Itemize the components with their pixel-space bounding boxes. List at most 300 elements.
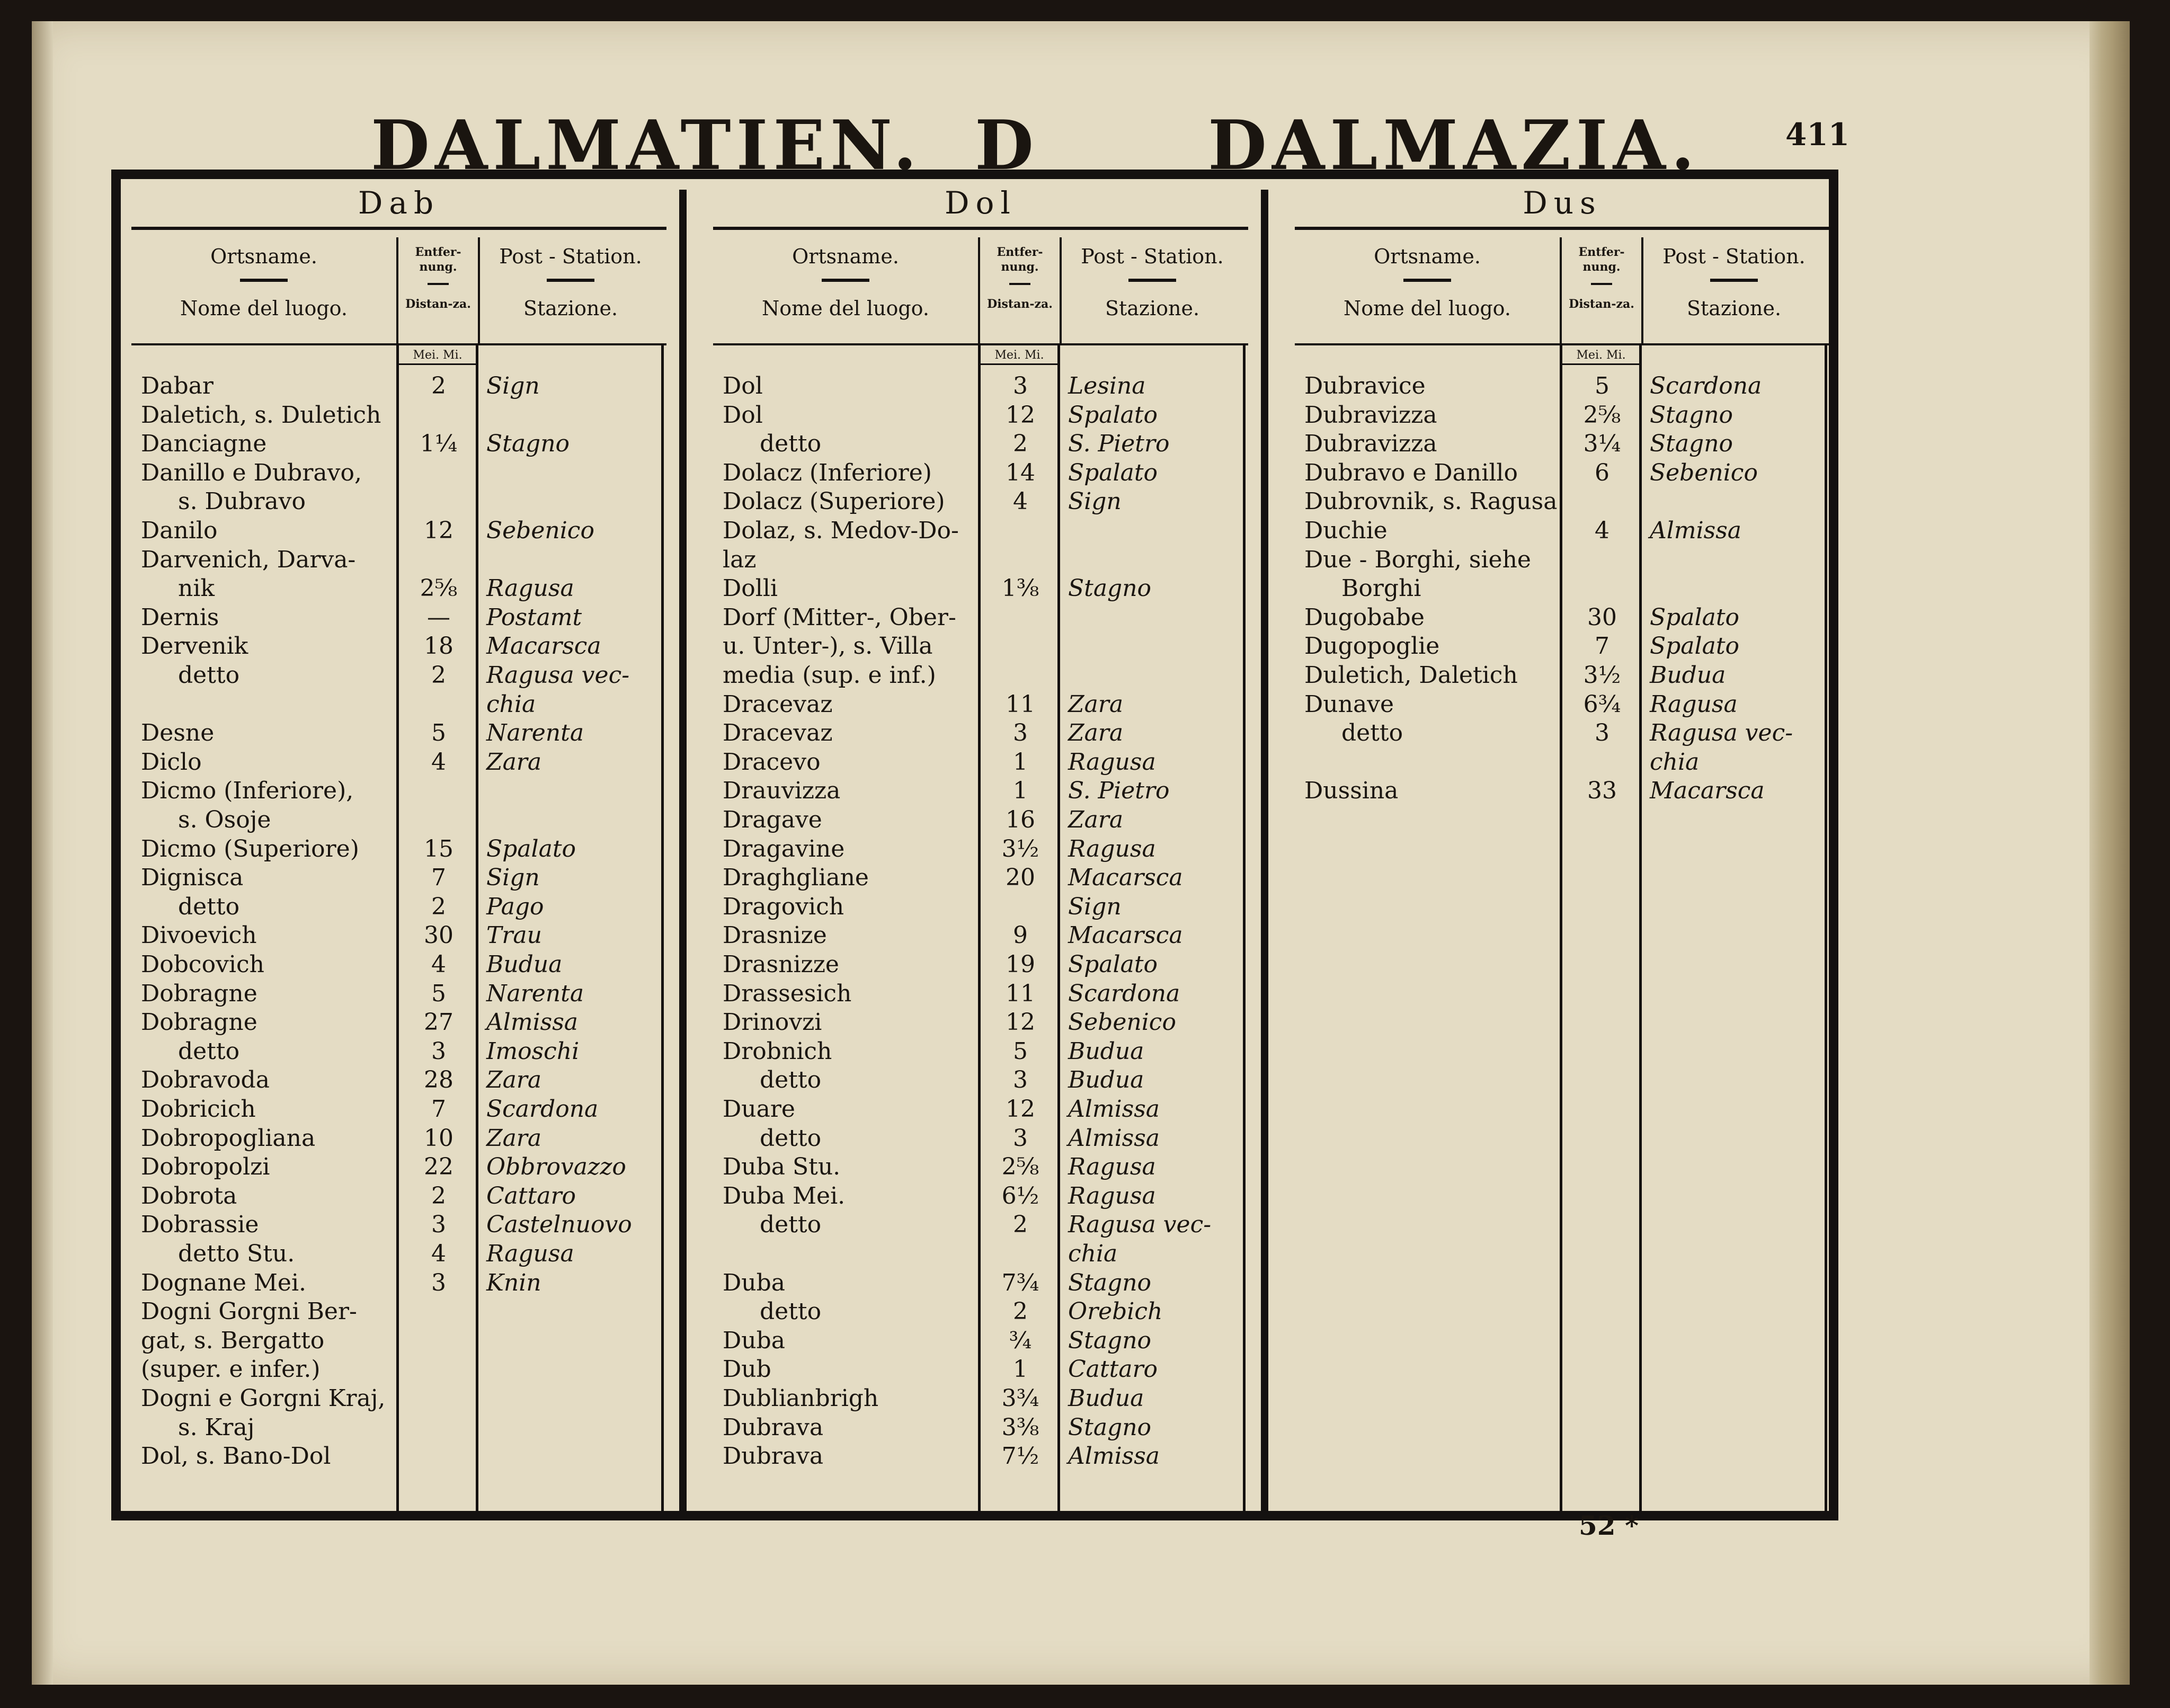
post-station: Narenta	[486, 980, 584, 1007]
distance: 3⅜	[1001, 1413, 1039, 1441]
header-rule	[1710, 279, 1758, 282]
gazetteer-table	[111, 170, 1838, 1520]
place-name: Dorf (Mitter-, Ober-	[723, 603, 956, 631]
header-post-station-de: Post - Station.	[1662, 245, 1806, 268]
post-station: Budua	[1650, 662, 1726, 689]
post-station: Spalato	[1068, 459, 1158, 486]
distance: 10	[424, 1124, 453, 1152]
column-dab	[131, 179, 666, 1511]
post-station: Cattaro	[1068, 1356, 1158, 1383]
place-name: Dicmo (Inferiore),	[141, 777, 354, 805]
post-station: Macarsca	[486, 633, 601, 660]
header-place-name-it: Nome del luogo.	[180, 297, 348, 320]
header-post-station	[1060, 237, 1245, 343]
post-station: Almissa	[486, 1009, 579, 1036]
table-row	[1295, 517, 1830, 545]
post-station: Ragusa vec-	[1650, 719, 1793, 747]
table-row	[713, 1269, 1248, 1297]
post-station: Budua	[1068, 1385, 1144, 1412]
post-station: S. Pietro	[1068, 777, 1170, 805]
place-name: (super. e infer.)	[141, 1356, 321, 1383]
place-name: Dobropogliana	[141, 1124, 316, 1152]
place-name: Drobnich	[723, 1037, 832, 1065]
units-label: Mei. Mi.	[398, 348, 477, 365]
place-name: detto	[1341, 719, 1403, 747]
table-row	[713, 1095, 1248, 1124]
header-distance-it: Distan-za.	[1569, 297, 1634, 311]
table-row	[131, 1153, 666, 1181]
table-row	[713, 372, 1248, 401]
table-row	[1295, 459, 1830, 487]
distance: 2⅝	[1001, 1153, 1039, 1181]
units-label: Mei. Mi.	[1561, 348, 1641, 365]
distance: 12	[1006, 401, 1035, 429]
table-row	[713, 517, 1248, 545]
distance: 3½	[1001, 835, 1039, 862]
distance: 2	[431, 1182, 446, 1209]
place-name: detto	[760, 1124, 822, 1152]
header-rule	[1403, 279, 1451, 282]
distance: 15	[424, 835, 453, 862]
header-post-station-it: Stazione.	[1105, 297, 1200, 320]
place-name: Duletich, Daletich	[1304, 662, 1518, 689]
table-row	[131, 1095, 666, 1124]
table-row	[713, 459, 1248, 487]
header-rule	[428, 283, 449, 285]
header-rule	[240, 279, 288, 282]
post-station: Almissa	[1068, 1096, 1160, 1123]
table-row	[131, 430, 666, 458]
header-place-name-de: Ortsname.	[792, 245, 899, 268]
table-row	[713, 603, 1248, 632]
table-row	[713, 1442, 1248, 1471]
distance: 14	[1006, 459, 1035, 486]
distance: 3¼	[1583, 430, 1621, 458]
post-station: Ragusa	[1068, 748, 1156, 776]
post-station: Pago	[486, 893, 544, 920]
distance: 2⅝	[1583, 401, 1621, 429]
header-rule	[1128, 279, 1176, 282]
distance: 11	[1006, 980, 1035, 1007]
post-station: Stagno	[486, 430, 570, 458]
place-name: Duba	[723, 1269, 786, 1296]
place-name: Dubravizza	[1304, 430, 1437, 458]
post-station: Stagno	[1068, 1327, 1152, 1354]
place-name: Drassesich	[723, 980, 852, 1007]
header-distance	[978, 237, 1062, 343]
place-name: Dicmo (Superiore)	[141, 835, 359, 862]
table-row	[131, 1211, 666, 1239]
post-station: Stagno	[1068, 1269, 1152, 1296]
table-row	[713, 690, 1248, 719]
table-row	[713, 1384, 1248, 1413]
post-station: Lesina	[1068, 372, 1146, 399]
header-rule	[822, 279, 869, 282]
post-station: Zara	[486, 1066, 542, 1094]
place-name: s. Osoje	[178, 806, 271, 833]
column-title: Dus	[1295, 179, 1830, 230]
place-name: Dubravice	[1304, 372, 1426, 399]
place-name: Divoevich	[141, 922, 257, 949]
title-german: DALMATIEN.	[371, 106, 922, 185]
place-name: Dol	[723, 401, 763, 429]
distance: 3	[1013, 1124, 1028, 1152]
post-station: Ragusa	[486, 1240, 574, 1267]
table-row	[131, 777, 666, 805]
table-row	[1295, 574, 1830, 603]
post-station: Castelnuovo	[486, 1211, 632, 1239]
post-station: Stagno	[1650, 401, 1733, 429]
table-row	[131, 1413, 666, 1442]
place-name: Drauvizza	[723, 777, 841, 805]
distance: 11	[1006, 690, 1035, 718]
table-row	[131, 1355, 666, 1384]
post-station: Postamt	[486, 603, 582, 631]
table-row	[713, 1008, 1248, 1037]
place-name: Danilo	[141, 517, 218, 544]
place-name: nik	[178, 575, 215, 602]
table-row	[1295, 719, 1830, 748]
distance: 6½	[1001, 1182, 1039, 1209]
post-station: Ragusa	[1068, 835, 1156, 862]
place-name: Daletich, s. Duletich	[141, 401, 381, 429]
distance: 2⅝	[420, 575, 458, 602]
distance: 7½	[1001, 1443, 1039, 1470]
table-row	[1295, 632, 1830, 661]
place-name: Draghgliane	[723, 864, 869, 892]
place-name: Dognane Mei.	[141, 1269, 307, 1296]
post-station: Imoschi	[486, 1037, 580, 1065]
distance: 1	[1013, 1356, 1028, 1383]
place-name: Dubravo e Danillo	[1304, 459, 1518, 486]
column-title: Dab	[131, 179, 666, 230]
table-row	[1295, 487, 1830, 516]
distance: 12	[1006, 1009, 1035, 1036]
table-row	[131, 1182, 666, 1211]
place-name: Dobrassie	[141, 1211, 259, 1239]
distance: 3	[431, 1037, 446, 1065]
post-station: Spalato	[486, 835, 576, 862]
place-name: u. Unter-), s. Villa	[723, 633, 933, 660]
printer-signature: 52 *	[1579, 1510, 1639, 1541]
table-row	[713, 777, 1248, 805]
table-row	[713, 719, 1248, 748]
distance: 30	[1587, 603, 1617, 631]
distance: ¾	[1009, 1327, 1032, 1354]
table-row	[713, 806, 1248, 834]
header-distance-it: Distan-za.	[987, 297, 1053, 311]
table-row	[1295, 661, 1830, 690]
post-station: Macarsca	[1650, 777, 1765, 805]
header-rule	[1009, 283, 1030, 285]
place-name: Dragavine	[723, 835, 845, 862]
distance: 22	[424, 1153, 453, 1181]
distance: 7¾	[1001, 1269, 1039, 1296]
table-row	[713, 950, 1248, 979]
post-station: Sign	[1068, 488, 1122, 515]
place-name: Dobropolzi	[141, 1153, 270, 1181]
table-row	[1295, 430, 1830, 458]
place-name: detto	[178, 1037, 240, 1065]
table-row	[1295, 748, 1830, 777]
place-name: Dugopoglie	[1304, 633, 1440, 660]
page-edge	[2089, 21, 2130, 1685]
table-row	[131, 1066, 666, 1095]
place-name: Dubrovnik, s. Ragusa	[1304, 488, 1558, 515]
column-header	[713, 237, 1248, 345]
column-body	[131, 345, 666, 1511]
column-header	[131, 237, 666, 345]
distance: 30	[424, 922, 453, 949]
post-station: Obbrovazzo	[486, 1153, 626, 1181]
place-name: Dolli	[723, 575, 778, 602]
post-station: Scardona	[1068, 980, 1180, 1007]
place-name: detto	[760, 430, 822, 458]
distance: 4	[431, 748, 446, 776]
table-row	[131, 459, 666, 487]
table-row	[131, 1327, 666, 1355]
distance: 3	[1013, 719, 1028, 747]
distance: 5	[431, 719, 446, 747]
table-row	[713, 574, 1248, 603]
header-post-station-de: Post - Station.	[1081, 245, 1224, 268]
header-place-name	[131, 237, 396, 343]
post-station: Zara	[1068, 690, 1124, 718]
post-station: Sign	[486, 864, 540, 892]
post-station: Budua	[1068, 1066, 1144, 1094]
table-row	[131, 632, 666, 661]
place-name: detto	[760, 1211, 822, 1239]
table-row	[1295, 690, 1830, 719]
page-number: 411	[1785, 117, 1850, 153]
place-name: Drasnize	[723, 922, 827, 949]
distance: 2	[431, 662, 446, 689]
table-row	[713, 1037, 1248, 1066]
table-row	[131, 980, 666, 1008]
post-station: Ragusa vec-	[1068, 1211, 1212, 1239]
table-row	[131, 950, 666, 979]
table-row	[131, 1008, 666, 1037]
table-row	[713, 1240, 1248, 1268]
distance: 5	[1013, 1037, 1028, 1065]
distance: 16	[1006, 806, 1035, 833]
place-name: Dignisca	[141, 864, 244, 892]
place-name: Duare	[723, 1096, 795, 1123]
table-row	[713, 1211, 1248, 1239]
post-station: Zara	[1068, 806, 1124, 833]
page-gutter	[32, 21, 53, 1685]
table-row	[131, 1297, 666, 1326]
distance: 2	[1013, 1211, 1028, 1239]
post-station: Scardona	[1650, 372, 1762, 399]
place-name: Drasnizze	[723, 951, 839, 978]
place-name: Diclo	[141, 748, 202, 776]
table-row	[131, 487, 666, 516]
table-row	[713, 1124, 1248, 1153]
table-row	[1295, 777, 1830, 805]
post-station: Ragusa	[1068, 1153, 1156, 1181]
table-row	[713, 546, 1248, 574]
post-station: Macarsca	[1068, 922, 1183, 949]
table-row	[131, 806, 666, 834]
table-row	[131, 864, 666, 892]
header-post-station-it: Stazione.	[523, 297, 618, 320]
table-row	[131, 574, 666, 603]
place-name: gat, s. Bergatto	[141, 1327, 325, 1354]
place-name: laz	[723, 546, 757, 573]
distance: 18	[424, 633, 453, 660]
table-row	[131, 401, 666, 430]
post-station: Spalato	[1650, 603, 1740, 631]
header-distance-de: Entfer-nung.	[1578, 245, 1625, 274]
table-row	[131, 921, 666, 950]
place-name: Dubravizza	[1304, 401, 1437, 429]
post-station: Trau	[486, 922, 542, 949]
table-row	[713, 632, 1248, 661]
distance: 4	[431, 951, 446, 978]
distance: 7	[431, 1096, 446, 1123]
post-station: Sign	[486, 372, 540, 399]
place-name: Dubrava	[723, 1413, 824, 1441]
place-name: Duba Mei.	[723, 1182, 846, 1209]
table-row	[131, 517, 666, 545]
table-row	[713, 864, 1248, 892]
table-row	[713, 1355, 1248, 1384]
table-row	[713, 1066, 1248, 1095]
place-name: Dunave	[1304, 690, 1394, 718]
place-name: Dragovich	[723, 893, 844, 920]
distance: 3	[1595, 719, 1609, 747]
header-rule	[1591, 283, 1612, 285]
place-name: detto Stu.	[178, 1240, 295, 1267]
distance: 6	[1595, 459, 1609, 486]
distance: 6¾	[1583, 690, 1621, 718]
place-name: Dervenik	[141, 633, 248, 660]
place-name: Darvenich, Darva-	[141, 546, 356, 573]
table-row	[131, 1037, 666, 1066]
table-row	[713, 980, 1248, 1008]
post-station: Stagno	[1068, 1413, 1152, 1441]
place-name: Danillo e Dubravo,	[141, 459, 362, 486]
column-title: Dol	[713, 179, 1248, 230]
section-divider	[679, 190, 687, 1511]
table-row	[1295, 546, 1830, 574]
table-row	[131, 661, 666, 690]
header-post-station-de: Post - Station.	[499, 245, 642, 268]
header-place-name-de: Ortsname.	[210, 245, 317, 268]
place-name: Dogni e Gorgni Kraj,	[141, 1385, 386, 1412]
table-row	[131, 1269, 666, 1297]
place-name: Duba Stu.	[723, 1153, 841, 1181]
header-distance-de: Entfer-nung.	[415, 245, 461, 274]
place-name: Dolaz, s. Medov-Do-	[723, 517, 959, 544]
distance: 3	[1013, 1066, 1028, 1094]
header-place-name-it: Nome del luogo.	[1344, 297, 1511, 320]
place-name: detto	[178, 662, 240, 689]
distance: 9	[1013, 922, 1028, 949]
place-name: Dobragne	[141, 980, 257, 1007]
book-page	[32, 21, 2130, 1685]
post-station: Sebenico	[1650, 459, 1758, 486]
table-row	[131, 1384, 666, 1413]
place-name: Dobcovich	[141, 951, 264, 978]
post-station: Ragusa	[1068, 1182, 1156, 1209]
column-header	[1295, 237, 1830, 345]
post-station: Stagno	[1650, 430, 1733, 458]
place-name: Dracevo	[723, 748, 821, 776]
header-distance-it: Distan-za.	[405, 297, 471, 311]
distance: —	[427, 603, 450, 631]
post-station: Spalato	[1068, 401, 1158, 429]
place-name: s. Kraj	[178, 1413, 255, 1441]
distance: 4	[1013, 488, 1028, 515]
distance: 12	[1006, 1096, 1035, 1123]
header-place-name-it: Nome del luogo.	[762, 297, 929, 320]
place-name: Dolacz (Inferiore)	[723, 459, 932, 486]
post-station: Spalato	[1650, 633, 1740, 660]
place-name: Dol	[723, 372, 763, 399]
post-station: Almissa	[1068, 1124, 1160, 1152]
header-distance	[1560, 237, 1643, 343]
title-italian: DALMAZIA.	[1208, 106, 1700, 185]
place-name: Dragave	[723, 806, 822, 833]
table-row	[131, 748, 666, 777]
distance: 2	[1013, 1298, 1028, 1326]
table-row	[131, 1124, 666, 1153]
place-name: Dracevaz	[723, 690, 833, 718]
distance: 1⅜	[1001, 575, 1039, 602]
place-name: Dugobabe	[1304, 603, 1425, 631]
place-name: Dernis	[141, 603, 219, 631]
post-station: Spalato	[1068, 951, 1158, 978]
header-place-name	[1295, 237, 1560, 343]
table-row	[131, 546, 666, 574]
distance: 4	[431, 1240, 446, 1267]
post-station: Budua	[1068, 1037, 1144, 1065]
place-name: media (sup. e inf.)	[723, 662, 936, 689]
header-place-name-de: Ortsname.	[1374, 245, 1481, 268]
distance: 27	[424, 1009, 453, 1036]
post-station: Orebich	[1068, 1298, 1163, 1326]
distance: 7	[1595, 633, 1609, 660]
post-station: Ragusa	[1650, 690, 1738, 718]
post-station: Knin	[486, 1269, 541, 1296]
header-post-station	[478, 237, 663, 343]
header-place-name	[713, 237, 978, 343]
table-row	[131, 835, 666, 864]
place-name: Due - Borghi, siehe	[1304, 546, 1531, 573]
distance: 5	[1595, 372, 1609, 399]
table-row	[131, 603, 666, 632]
post-station: chia	[1650, 748, 1700, 776]
header-distance	[396, 237, 480, 343]
distance: 3½	[1583, 662, 1621, 689]
place-name: s. Dubravo	[178, 488, 306, 515]
distance: 2	[1013, 430, 1028, 458]
post-station: Almissa	[1068, 1443, 1160, 1470]
table-row	[713, 487, 1248, 516]
place-name: Dobricich	[141, 1096, 256, 1123]
post-station: Zara	[486, 1124, 542, 1152]
place-name: Dol, s. Bano-Dol	[141, 1443, 331, 1470]
post-station: Budua	[486, 951, 563, 978]
column-body	[713, 345, 1248, 1511]
table-row	[713, 1297, 1248, 1326]
place-name: Dublianbrigh	[723, 1385, 879, 1412]
place-name: detto	[178, 893, 240, 920]
distance: 1	[1013, 777, 1028, 805]
table-row	[1295, 372, 1830, 401]
